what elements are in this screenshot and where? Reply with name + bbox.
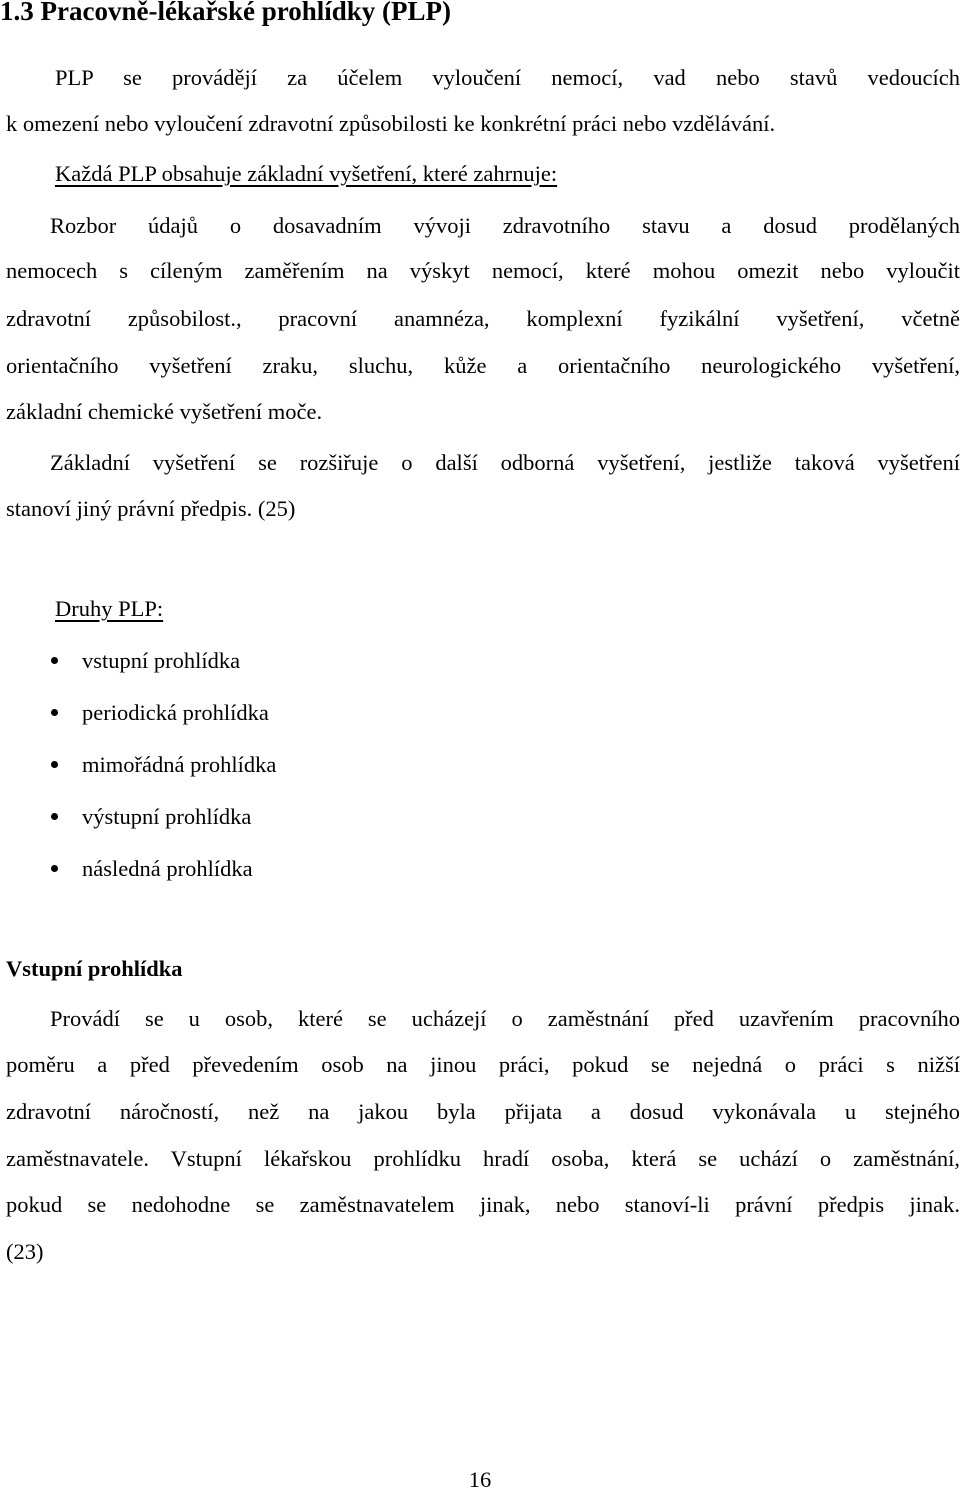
entry-exam-line-3: zdravotní náročností, než na jakou byla přijata a dosud vykonávala u stejného	[6, 1099, 960, 1124]
intro-line-1: PLP se provádějí za účelem vyloučení nemocí, vad nebo stavů vedoucích	[55, 65, 960, 90]
entry-exam-line-5: pokud se nedohodne se zaměstnavatelem jinak, nebo stanoví-li právní předpis jinak.	[6, 1192, 960, 1217]
entry-exam-line-1: Provádí se u osob, které se ucházejí o zaměstnání před uzavřením pracovního	[50, 1006, 960, 1031]
bullet-icon	[51, 761, 58, 768]
basic-exam-line-1: Rozbor údajů o dosavadním vývoji zdravotního stavu a dosud prodělaných	[50, 213, 960, 238]
entry-exam-line-2: poměru a před převedením osob na jinou práci, pokud se nejedná o práci s nižší	[6, 1052, 960, 1077]
list-item-label: vstupní prohlídka	[82, 648, 241, 673]
basic-exam-line-4: orientačního vyšetření zraku, sluchu, kůže a orientačního neurologického vyšetření,	[6, 353, 960, 378]
list-item-label: mimořádná prohlídka	[82, 752, 277, 777]
entry-exam-title: Vstupní prohlídka	[6, 956, 183, 981]
basic-exam-line-3: zdravotní způsobilost., pracovní anamnéza, komplexní fyzikální vyšetření, včetně	[6, 306, 960, 331]
basic-exam-intro: Každá PLP obsahuje základní vyšetření, které zahrnuje:	[55, 161, 558, 186]
basic-exam-line-2: nemocech s cíleným zaměřením na výskyt nemocí, které mohou omezit nebo vyloučit	[6, 258, 960, 283]
section-heading: 1.3 Pracovně-lékařské prohlídky (PLP)	[0, 0, 451, 26]
types-title: Druhy PLP:	[55, 596, 164, 621]
basic-exam-line-5: základní chemické vyšetření moče.	[6, 399, 323, 424]
bullet-icon	[51, 865, 58, 872]
bullet-icon	[51, 657, 58, 664]
bullet-icon	[51, 709, 58, 716]
extension-line-1: Základní vyšetření se rozšiřuje o další odborná vyšetření, jestliže taková vyšetření	[50, 450, 960, 475]
intro-line-2: k omezení nebo vyloučení zdravotní způsobilosti ke konkrétní práci nebo vzdělávání.	[6, 111, 776, 136]
list-item-label: výstupní prohlídka	[82, 804, 252, 829]
extension-line-2: stanoví jiný právní předpis. (25)	[6, 496, 296, 521]
list-item-label: periodická prohlídka	[82, 700, 269, 725]
entry-exam-line-6: (23)	[6, 1239, 44, 1264]
list-item-label: následná prohlídka	[82, 856, 253, 881]
entry-exam-line-4: zaměstnavatele. Vstupní lékařskou prohlídku hradí osoba, která se uchází o zaměstnání,	[6, 1146, 960, 1171]
page-number: 16	[468, 1467, 492, 1492]
bullet-icon	[51, 813, 58, 820]
